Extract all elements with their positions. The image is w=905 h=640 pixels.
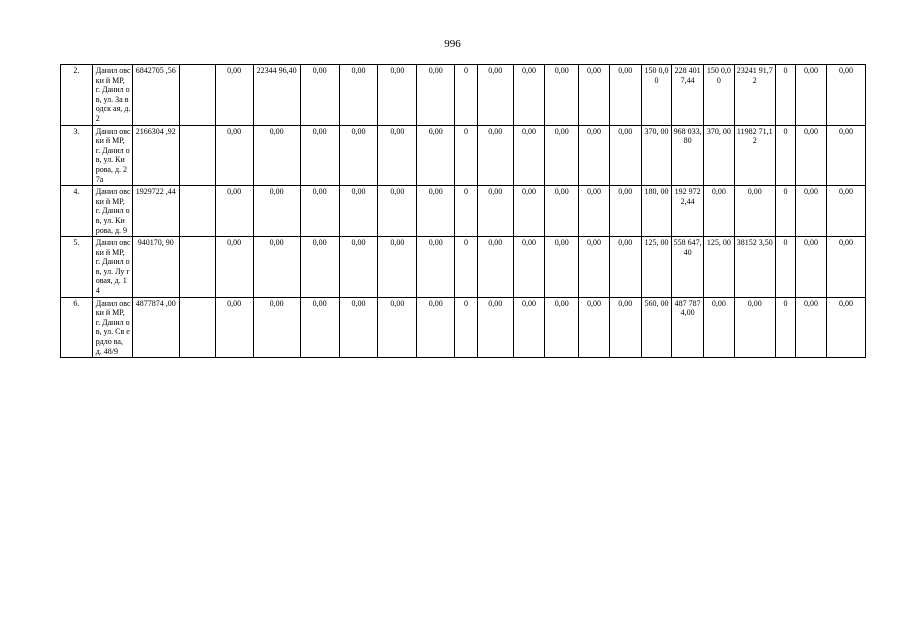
table-cell: 0,00 — [704, 186, 735, 237]
table-cell: 0,00 — [579, 237, 610, 298]
table-cell: 0 — [455, 65, 478, 126]
table-cell: 0,00 — [417, 297, 455, 358]
table-cell: 0,00 — [253, 237, 300, 298]
table-cell: 0,00 — [513, 125, 545, 186]
table-cell: 11982 71,12 — [734, 125, 775, 186]
table-cell: 0,00 — [513, 237, 545, 298]
table-cell: 192 972 2,44 — [672, 186, 704, 237]
table-cell: 0,00 — [339, 125, 378, 186]
table-cell — [179, 297, 215, 358]
table-cell: 0,00 — [477, 297, 513, 358]
table-cell: 23241 91,72 — [734, 65, 775, 126]
table-cell: 0,00 — [215, 297, 253, 358]
table-cell: 0,00 — [253, 125, 300, 186]
table-cell: 2166304 ,92 — [132, 125, 179, 186]
data-table — [60, 64, 866, 358]
table-cell: 0 — [775, 297, 795, 358]
table-cell: 0,00 — [300, 297, 339, 358]
table-cell: 38152 3,50 — [734, 237, 775, 298]
table-cell: 0 — [455, 186, 478, 237]
table-row — [61, 65, 866, 126]
table-cell: 0,00 — [215, 186, 253, 237]
table-cell: 0,00 — [300, 125, 339, 186]
row-number-cell: 4. — [61, 186, 93, 237]
table-cell: 0 — [455, 125, 478, 186]
address-cell: Данил овски й МР, г. Данил ов, ул. Св ердло ва, д. 48/9 — [92, 297, 132, 358]
address-cell: Данил овски й МР, г. Данил ов, ул. Ки рова, д. 27а — [92, 125, 132, 186]
table-cell: 370, 00 — [641, 125, 672, 186]
table-cell: 0,00 — [339, 65, 378, 126]
table-cell: 22344 96,40 — [253, 65, 300, 126]
table-cell: 370, 00 — [704, 125, 735, 186]
address-cell: Данил овски й МР, г. Данил ов, ул. Ки рова, д. 9 — [92, 186, 132, 237]
table-cell: 0,00 — [253, 186, 300, 237]
table-cell — [179, 186, 215, 237]
table-cell: 0,00 — [704, 297, 735, 358]
address-cell: Данил овски й МР, г. Данил ов, ул. За водск ая, д. 2 — [92, 65, 132, 126]
table-cell: 560, 00 — [641, 297, 672, 358]
table-cell — [179, 65, 215, 126]
table-cell: 0,00 — [609, 125, 641, 186]
table-cell: 0,00 — [796, 237, 827, 298]
table-cell: 228 401 7,44 — [672, 65, 704, 126]
table-cell: 0,00 — [734, 186, 775, 237]
table-cell: 0,00 — [513, 65, 545, 126]
table-cell: 0,00 — [579, 186, 610, 237]
table-cell: 0 — [775, 186, 795, 237]
table-cell: 0,00 — [609, 65, 641, 126]
table-cell: 0,00 — [826, 186, 865, 237]
table-cell: 0,00 — [417, 186, 455, 237]
table-cell: 0,00 — [253, 297, 300, 358]
table-cell: 0,00 — [826, 65, 865, 126]
table-cell: 0,00 — [378, 125, 417, 186]
table-cell: 0 — [775, 237, 795, 298]
table-cell: 0,00 — [477, 65, 513, 126]
table-cell: 0,00 — [378, 237, 417, 298]
table-cell: 487 787 4,00 — [672, 297, 704, 358]
table-cell: 0,00 — [609, 186, 641, 237]
table-cell: 0,00 — [796, 65, 827, 126]
table-cell: 0,00 — [545, 297, 579, 358]
row-number-cell: 2. — [61, 65, 93, 126]
row-number-cell: 3. — [61, 125, 93, 186]
table-cell: 0,00 — [477, 237, 513, 298]
table-cell: 0,00 — [796, 125, 827, 186]
table-cell: 0,00 — [300, 237, 339, 298]
table-cell — [179, 125, 215, 186]
table-cell: 0,00 — [826, 237, 865, 298]
table-cell: 6842705 ,56 — [132, 65, 179, 126]
table-cell: 0,00 — [609, 237, 641, 298]
table-row — [61, 125, 866, 186]
table-cell: 0,00 — [378, 65, 417, 126]
table-row — [61, 186, 866, 237]
row-number-cell: 5. — [61, 237, 93, 298]
table-cell: 0,00 — [545, 186, 579, 237]
table-cell: 0,00 — [417, 65, 455, 126]
table-cell: 0 — [775, 65, 795, 126]
table-cell: 0,00 — [796, 186, 827, 237]
table-row — [61, 237, 866, 298]
table-cell: 968 033, 80 — [672, 125, 704, 186]
table-cell: 940170, 90 — [132, 237, 179, 298]
table-cell: 0,00 — [339, 186, 378, 237]
table-cell: 0,00 — [545, 65, 579, 126]
page-number: 996 — [444, 38, 461, 50]
table-cell: 0,00 — [796, 297, 827, 358]
table-cell: 0,00 — [513, 186, 545, 237]
table-cell: 558 647, 40 — [672, 237, 704, 298]
table-cell — [179, 237, 215, 298]
table-cell: 0,00 — [339, 297, 378, 358]
table-cell: 0,00 — [300, 65, 339, 126]
table-cell: 1929722 ,44 — [132, 186, 179, 237]
table-cell: 0,00 — [378, 297, 417, 358]
table-cell: 0,00 — [378, 186, 417, 237]
table-cell: 0,00 — [609, 297, 641, 358]
table-cell: 0,00 — [734, 297, 775, 358]
table-cell: 0,00 — [545, 125, 579, 186]
table-cell: 0,00 — [826, 297, 865, 358]
table-cell: 0,00 — [477, 186, 513, 237]
table-cell: 180, 00 — [641, 186, 672, 237]
table-cell: 0,00 — [417, 237, 455, 298]
table-cell: 150 0,00 — [704, 65, 735, 126]
table-cell: 0,00 — [215, 237, 253, 298]
table-cell: 4877874 ,00 — [132, 297, 179, 358]
table-cell: 0,00 — [300, 186, 339, 237]
table-cell: 0,00 — [215, 125, 253, 186]
table-cell: 0 — [455, 237, 478, 298]
table-cell: 0 — [455, 297, 478, 358]
table-cell: 0,00 — [579, 297, 610, 358]
table-cell: 0,00 — [826, 125, 865, 186]
table-cell: 150 0,00 — [641, 65, 672, 126]
address-cell: Данил овски й МР, г. Данил ов, ул. Лу говая, д. 14 — [92, 237, 132, 298]
table-cell: 0,00 — [545, 237, 579, 298]
table-cell: 0 — [775, 125, 795, 186]
table-cell: 125, 00 — [641, 237, 672, 298]
table-cell: 0,00 — [513, 297, 545, 358]
table-cell: 0,00 — [477, 125, 513, 186]
table-cell: 125, 00 — [704, 237, 735, 298]
table-row — [61, 297, 866, 358]
row-number-cell: 6. — [61, 297, 93, 358]
table-cell: 0,00 — [417, 125, 455, 186]
table-cell: 0,00 — [579, 125, 610, 186]
table-cell: 0,00 — [215, 65, 253, 126]
table-cell: 0,00 — [339, 237, 378, 298]
table-cell: 0,00 — [579, 65, 610, 126]
